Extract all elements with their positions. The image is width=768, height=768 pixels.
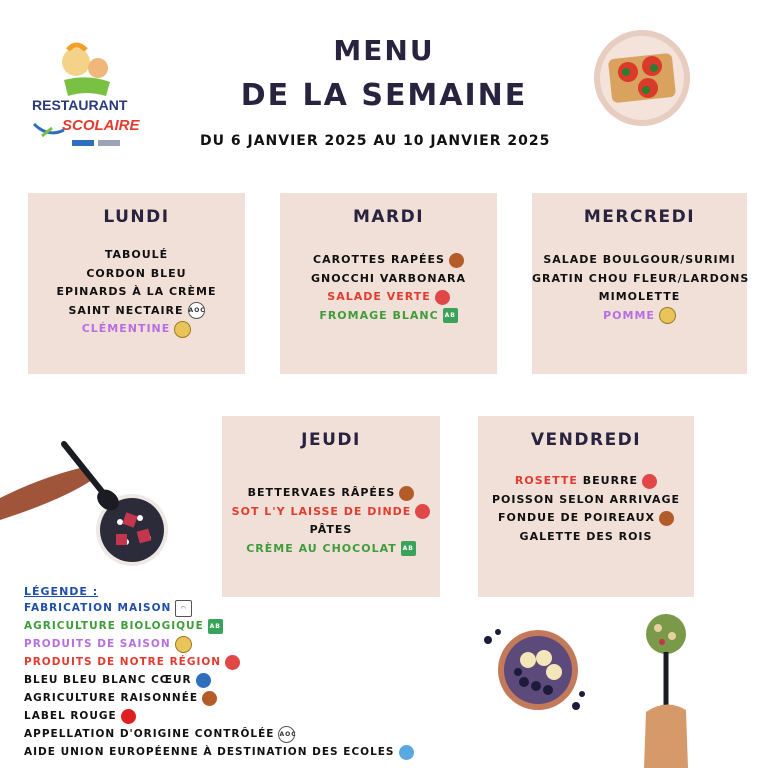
legend-item: BLEU BLEU BLANC CŒUR [24, 671, 414, 689]
agriculture-raisonnee-icon [449, 253, 464, 268]
day-card-vendredi [478, 416, 694, 597]
saison-icon [174, 321, 191, 338]
region-icon [642, 474, 657, 489]
menu-item: MIMOLETTE [598, 290, 681, 303]
menu-item: SAINT NECTAIRE AOC [28, 302, 245, 321]
spoon-bowl-hand-icon [0, 438, 170, 568]
bio-icon: AB [443, 308, 458, 323]
fabrication-maison-icon: ◠ [175, 600, 192, 617]
legend-item: FABRICATION MAISON ◠ [24, 599, 414, 617]
bio-icon: AB [208, 619, 223, 634]
legend-item: APPELLATION D'ORIGINE CONTRÔLÉE AOC [24, 725, 414, 743]
menu-item: POISSON SELON ARRIVAGE [491, 492, 681, 506]
fork-hand-icon [632, 612, 712, 768]
menu-item: POMME [532, 307, 747, 326]
aoc-icon: AOC [278, 726, 295, 743]
menu-item: SOT L'Y LAISSE DE DINDE [222, 503, 440, 522]
menu-item: CLÉMENTINE [28, 320, 245, 339]
legend-item: PRODUITS DE NOTRE RÉGION [24, 653, 414, 671]
agriculture-raisonnee-icon [659, 511, 674, 526]
union-europeenne-icon [399, 745, 414, 760]
legend-item: AGRICULTURE BIOLOGIQUE AB [24, 620, 221, 632]
menu-item: CRÈME AU CHOCOLAT AB [246, 541, 414, 555]
menu-item: TABOULÉ [104, 248, 169, 261]
day-card-mardi [280, 193, 497, 374]
menu-item: SALADE VERTE [280, 288, 497, 307]
menu-item: ROSETTE BEURRE [478, 472, 694, 491]
menu-item: CAROTTES RAPÉES [280, 251, 497, 270]
legend [24, 585, 414, 761]
region-icon [415, 504, 430, 519]
region-icon [225, 655, 240, 670]
menu-item: GNOCCHI VARBONARA [310, 271, 467, 285]
label-rouge-icon [121, 709, 136, 724]
aoc-icon: AOC [188, 302, 205, 319]
menu-item: FROMAGE BLANC AB [319, 308, 456, 322]
day-card-jeudi [222, 416, 440, 597]
day-title: JEUDI [301, 430, 361, 450]
day-card-mercredi [532, 193, 750, 374]
region-icon [435, 290, 450, 305]
date-range: DU 6 JANVIER 2025 AU 10 JANVIER 2025 [200, 133, 551, 149]
svg-text:SCOLAIRE: SCOLAIRE [62, 117, 140, 134]
menu-item: GRATIN CHOU FLEUR/LARDONS [532, 271, 750, 285]
menu-item: GALETTE DES ROIS [519, 529, 653, 543]
page-title: MENU [333, 34, 435, 67]
bleu-blanc-coeur-icon [196, 673, 211, 688]
legend-title: LÉGENDE : [24, 585, 99, 598]
legend-item: AIDE UNION EUROPÉENNE À DESTINATION DES ECOLES [24, 743, 414, 761]
menu-item: EPINARDS À LA CRÈME [56, 285, 217, 298]
legend-item: AGRICULTURE RAISONNÉE [24, 689, 414, 707]
menu-item: FONDUE DE POIREAUX [478, 509, 694, 528]
agriculture-raisonnee-icon [202, 691, 217, 706]
menu-item: CORDON BLEU [86, 266, 187, 280]
day-card-lundi [28, 193, 245, 374]
menu-item: SALADE BOULGOUR/SURIMI [543, 253, 736, 266]
page-subtitle: DE LA SEMAINE [240, 78, 528, 113]
saison-icon [659, 307, 676, 324]
menu-item: PÂTES [309, 523, 353, 536]
day-title: VENDREDI [530, 430, 642, 450]
legend-item: PRODUITS DE SAISON [24, 635, 414, 653]
bio-icon: AB [401, 541, 416, 556]
day-title: MARDI [352, 207, 425, 227]
acai-bowl-icon [478, 620, 588, 720]
day-title: MERCREDI [583, 207, 696, 227]
saison-icon [175, 636, 192, 653]
bruschetta-plate-icon [592, 28, 692, 128]
legend-item: LABEL ROUGE [24, 707, 414, 725]
menu-item: BETTERVAES RÂPÉES [222, 484, 440, 503]
day-title: LUNDI [103, 207, 170, 227]
agriculture-raisonnee-icon [399, 486, 414, 501]
svg-text:RESTAURANT: RESTAURANT [32, 97, 128, 113]
